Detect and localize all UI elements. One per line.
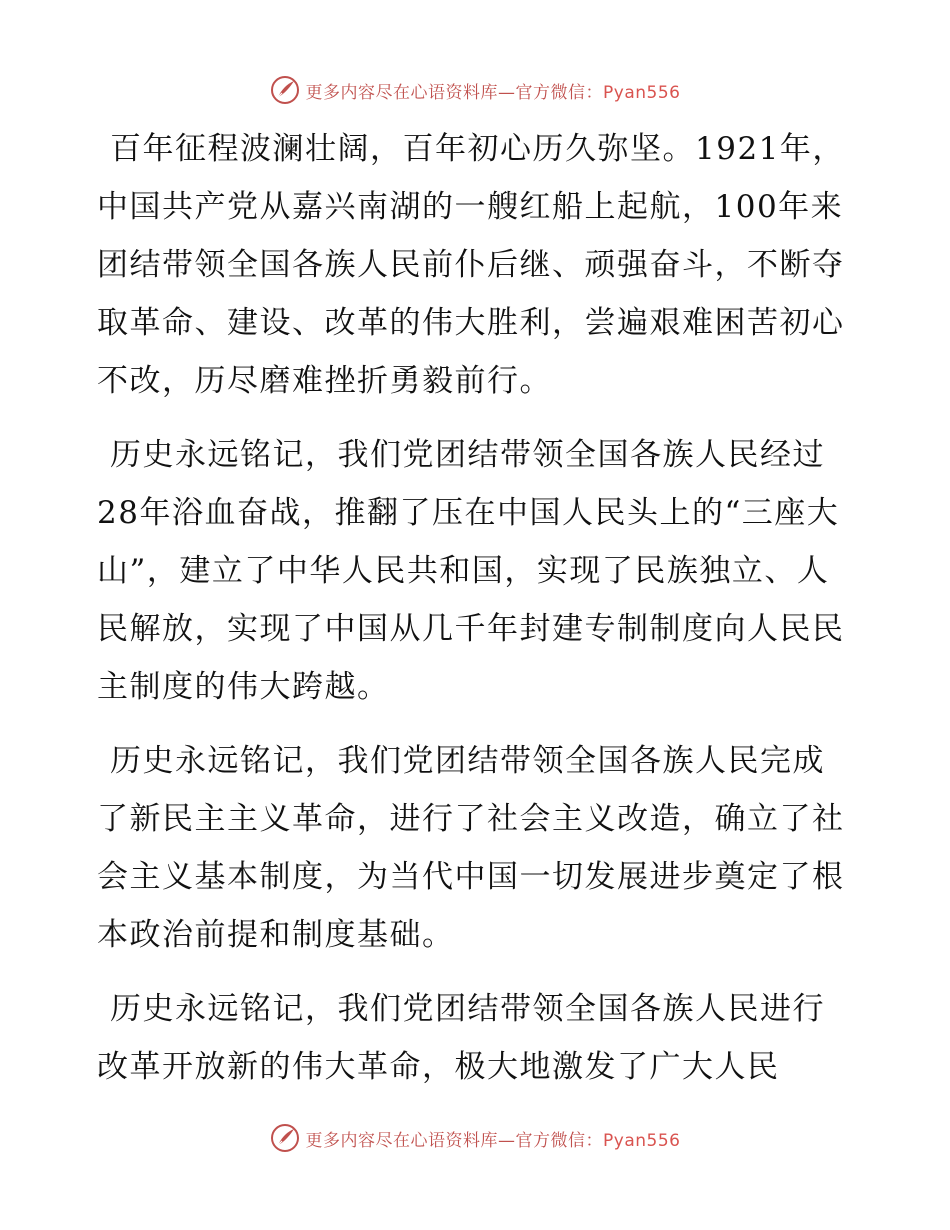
header-watermark-banner <box>0 70 950 110</box>
footer-watermark-text <box>306 1126 681 1151</box>
header-watermark-handle: Pyan556 <box>603 82 681 103</box>
paragraph-2: 历史永远铭记，我们党团结带领全国各族人民经过28年浴血奋战，推翻了压在中国人民头上的“三座大山”，建立了中华人民共和国，实现了民族独立、人民解放，实现了中国从几千年封建专制制度向人民民主制度的伟大跨越。 <box>97 437 845 705</box>
footer-watermark-banner <box>0 1118 950 1158</box>
header-watermark-text <box>306 78 681 103</box>
footer-watermark-label: 更多内容尽在心语资料库—官方微信： <box>305 1130 604 1151</box>
quill-logo-icon <box>270 75 300 105</box>
header-watermark-label: 更多内容尽在心语资料库—官方微信： <box>305 82 604 103</box>
paragraph-3: 历史永远铭记，我们党团结带领全国各族人民完成了新民主主义革命，进行了社会主义改造，确立了社会主义基本制度，为当代中国一切发展进步奠定了根本政治前提和制度基础。 <box>97 743 845 953</box>
paragraph-4: 历史永远铭记，我们党团结带领全国各族人民进行改革开放新的伟大革命，极大地激发了广大人民 <box>97 991 825 1085</box>
quill-logo-icon <box>270 1123 300 1153</box>
footer-watermark-handle: Pyan556 <box>603 1130 681 1151</box>
document-body <box>97 120 857 1112</box>
paragraph-1: 百年征程波澜壮阔，百年初心历久弥坚。1921年，中国共产党从嘉兴南湖的一艘红船上起航，100年来团结带领全国各族人民前仆后继、顽强奋斗，不断夺取革命、建设、改革的伟大胜利，尝遍艰难困苦初心不改，历尽磨难挫折勇毅前行。 <box>97 131 845 399</box>
